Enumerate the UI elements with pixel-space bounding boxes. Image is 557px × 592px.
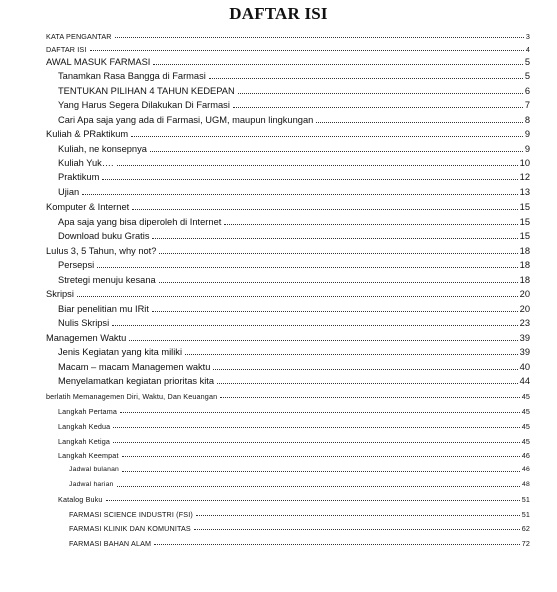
toc-entry-page: 46 [521, 451, 530, 460]
toc-entry-page: 15 [519, 202, 530, 212]
leader-dots [120, 411, 520, 413]
toc-entry-label: DAFTAR ISI [46, 45, 87, 54]
toc-entry-label: Langkah Ketiga [58, 437, 111, 446]
leader-dots [153, 63, 522, 65]
toc-entry-page: 23 [519, 318, 530, 328]
toc-entry-page: 15 [519, 231, 530, 241]
toc-entry-label: Nulis Skripsi [58, 318, 110, 328]
toc-entry-biar-penelitian[interactable] [58, 305, 530, 314]
toc-entry-page: 18 [519, 246, 530, 256]
toc-entry-tentukan-pilihan[interactable] [58, 87, 530, 96]
toc-entry-label: Kuliah & PRaktikum [46, 129, 129, 139]
toc-entry-page: 45 [521, 407, 530, 416]
leader-dots [154, 543, 520, 545]
leader-dots [113, 426, 519, 428]
toc-entry-farmasi-klinik[interactable] [69, 525, 530, 532]
leader-dots [122, 455, 520, 457]
leader-dots [316, 121, 523, 123]
toc-entry-label: Lulus 3, 5 Tahun, why not? [46, 246, 157, 256]
toc-entry-label: Ujian [58, 187, 80, 197]
toc-entry-page: 62 [521, 524, 530, 533]
toc-entry-managemen-waktu[interactable] [46, 334, 530, 343]
toc-entry-label: Yang Harus Segera Dilakukan Di Farmasi [58, 100, 230, 110]
toc-entry-awal-masuk-farmasi[interactable] [46, 58, 530, 67]
toc-entry-page: 4 [525, 45, 530, 54]
toc-entry-langkah-ketiga[interactable] [58, 438, 530, 445]
toc-entry-page: 44 [519, 376, 530, 386]
toc-entry-label: Managemen Waktu [46, 333, 127, 343]
toc-entry-download-buku[interactable] [58, 232, 530, 241]
toc-entry-label: Cari Apa saja yang ada di Farmasi, UGM, maupun lingkungan [58, 115, 314, 125]
leader-dots [115, 36, 524, 38]
toc-entry-label: Jadwal harian [69, 481, 114, 488]
toc-entry-daftar-isi[interactable] [46, 46, 530, 53]
toc-entry-label: FARMASI KLINIK DAN KOMUNITAS [69, 524, 191, 533]
toc-entry-label: Kuliah, ne konsepnya [58, 144, 147, 154]
leader-dots [122, 470, 520, 472]
leader-dots [185, 353, 518, 355]
toc-entry-label: Langkah Pertama [58, 407, 117, 416]
toc-entry-tanamkan-rasa-bangga[interactable] [58, 72, 530, 81]
toc-entry-nulis-skripsi[interactable] [58, 319, 530, 328]
toc-entry-page: 45 [521, 437, 530, 446]
toc-entry-kata-pengantar[interactable] [46, 33, 530, 40]
toc-entry-menyelamatkan[interactable] [58, 377, 530, 386]
toc-entry-page: 18 [519, 275, 530, 285]
leader-dots [129, 339, 517, 341]
toc-entry-kuliah-yuk[interactable] [58, 159, 530, 168]
leader-dots [113, 441, 520, 443]
leader-dots [117, 485, 520, 487]
leader-dots [102, 178, 517, 180]
toc-entry-page: 9 [524, 144, 530, 154]
leader-dots [196, 514, 520, 516]
toc-entry-label: Download buku Gratis [58, 231, 150, 241]
toc-entry-page: 5 [524, 71, 530, 81]
toc-entry-label: Stretegi menuju kesana [58, 275, 156, 285]
toc-entry-label: Tanamkan Rasa Bangga di Farmasi [58, 71, 206, 81]
toc-entry-langkah-pertama[interactable] [58, 408, 530, 415]
toc-entry-cari-apa-saja[interactable] [58, 116, 530, 125]
toc-entry-page: 45 [521, 392, 530, 401]
leader-dots [233, 106, 523, 108]
toc-entry-page: 20 [519, 304, 530, 314]
toc-entry-page: 40 [519, 362, 530, 372]
toc-entry-label: Langkah Kedua [58, 422, 111, 431]
toc-entry-page: 39 [519, 333, 530, 343]
toc-entry-kuliah-praktikum[interactable] [46, 130, 530, 139]
toc-entry-label: Katalog Buku [58, 495, 103, 504]
toc-entry-page: 18 [519, 260, 530, 270]
toc-entry-praktikum[interactable] [58, 173, 530, 182]
toc-entry-jadwal-bulanan[interactable] [69, 467, 530, 474]
leader-dots [224, 223, 517, 225]
toc-entry-label: Jenis Kegiatan yang kita miliki [58, 347, 183, 357]
toc-entry-page: 46 [522, 466, 530, 473]
toc-entry-page: 10 [519, 158, 530, 168]
toc-entry-label: Biar penelitian mu IRit [58, 304, 149, 314]
toc-entry-berlatih[interactable] [46, 393, 530, 400]
toc-entry-page: 51 [521, 510, 530, 519]
toc-entry-label: Kuliah Yuk…. [58, 158, 114, 168]
toc-entry-stretegi[interactable] [58, 276, 530, 285]
toc-entry-label: Praktikum [58, 172, 100, 182]
toc-entry-label: FARMASI BAHAN ALAM [69, 539, 152, 548]
toc-entry-yang-harus-segera[interactable] [58, 101, 530, 110]
toc-entry-page: 3 [525, 32, 530, 41]
leader-dots [217, 382, 518, 384]
toc-entry-page: 45 [521, 422, 530, 431]
leader-dots [132, 208, 517, 210]
toc-entry-page: 20 [519, 289, 530, 299]
toc-entry-page: 48 [522, 481, 530, 488]
toc-entry-langkah-kedua[interactable] [58, 423, 530, 430]
toc-entry-ujian[interactable] [58, 188, 530, 197]
leader-dots [159, 281, 518, 283]
toc-entry-persepsi[interactable] [58, 261, 530, 270]
leader-dots [90, 49, 524, 51]
toc-entry-page: 7 [524, 100, 530, 110]
leader-dots [117, 164, 518, 166]
toc-entry-label: Langkah Keempat [58, 451, 119, 460]
toc-entry-page: 39 [519, 347, 530, 357]
toc-entry-label: KATA PENGANTAR [46, 32, 112, 41]
leader-dots [159, 252, 517, 254]
toc-entry-kuliah-ne-konsepnya[interactable] [58, 145, 530, 154]
toc-entry-label: TENTUKAN PILIHAN 4 TAHUN KEDEPAN [58, 86, 235, 96]
toc-entry-jadwal-harian[interactable] [69, 482, 530, 489]
toc-entry-label: Skripsi [46, 289, 74, 299]
toc-entry-label: FARMASI SCIENCE INDUSTRI (FSI) [69, 510, 193, 519]
toc-entry-page: 9 [524, 129, 530, 139]
leader-dots [77, 295, 518, 297]
toc-entry-page: 5 [524, 57, 530, 67]
leader-dots [131, 135, 523, 137]
leader-dots [194, 528, 520, 530]
toc-entry-page: 12 [519, 172, 530, 182]
toc-entry-page: 15 [519, 217, 530, 227]
toc-entry-label: Macam – macam Managemen waktu [58, 362, 211, 372]
toc-entry-label: Komputer & Internet [46, 202, 130, 212]
toc-entry-label: Persepsi [58, 260, 95, 270]
leader-dots [82, 193, 517, 195]
leader-dots [97, 266, 517, 268]
toc-entry-label: Jadwal bulanan [69, 466, 120, 473]
toc-entry-apa-saja-internet[interactable] [58, 218, 530, 227]
toc-entry-page: 51 [521, 495, 530, 504]
toc-entry-skripsi[interactable] [46, 290, 530, 299]
leader-dots [112, 324, 518, 326]
toc-entry-komputer-internet[interactable] [46, 203, 530, 212]
toc-entry-macam-managemen[interactable] [58, 363, 530, 372]
toc-entry-langkah-keempat[interactable] [58, 452, 530, 459]
toc-entry-label: berlatih Memanagemen Diri, Waktu, Dan Keuangan [46, 392, 218, 401]
toc-entry-page: 8 [524, 115, 530, 125]
leader-dots [238, 92, 523, 94]
toc-entry-jenis-kegiatan[interactable] [58, 348, 530, 357]
toc-entry-page: 13 [519, 187, 530, 197]
toc-entry-label: AWAL MASUK FARMASI [46, 57, 151, 67]
toc-entry-farmasi-bahan-alam[interactable] [69, 540, 530, 547]
toc-entry-label: Apa saja yang bisa diperoleh di Internet [58, 217, 222, 227]
leader-dots [209, 77, 523, 79]
toc-entry-page: 72 [521, 539, 530, 548]
leader-dots [152, 237, 517, 239]
leader-dots [220, 396, 519, 398]
leader-dots [106, 499, 520, 501]
toc-entry-katalog-buku[interactable] [58, 496, 530, 503]
page-title: DAFTAR ISI [229, 4, 328, 23]
toc-entry-label: Menyelamatkan kegiatan prioritas kita [58, 376, 215, 386]
toc-entry-page: 6 [524, 86, 530, 96]
leader-dots [213, 368, 517, 370]
leader-dots [150, 150, 523, 152]
toc-entry-lulus[interactable] [46, 247, 530, 256]
leader-dots [152, 310, 518, 312]
toc-entry-farmasi-science-industri[interactable] [69, 511, 530, 518]
